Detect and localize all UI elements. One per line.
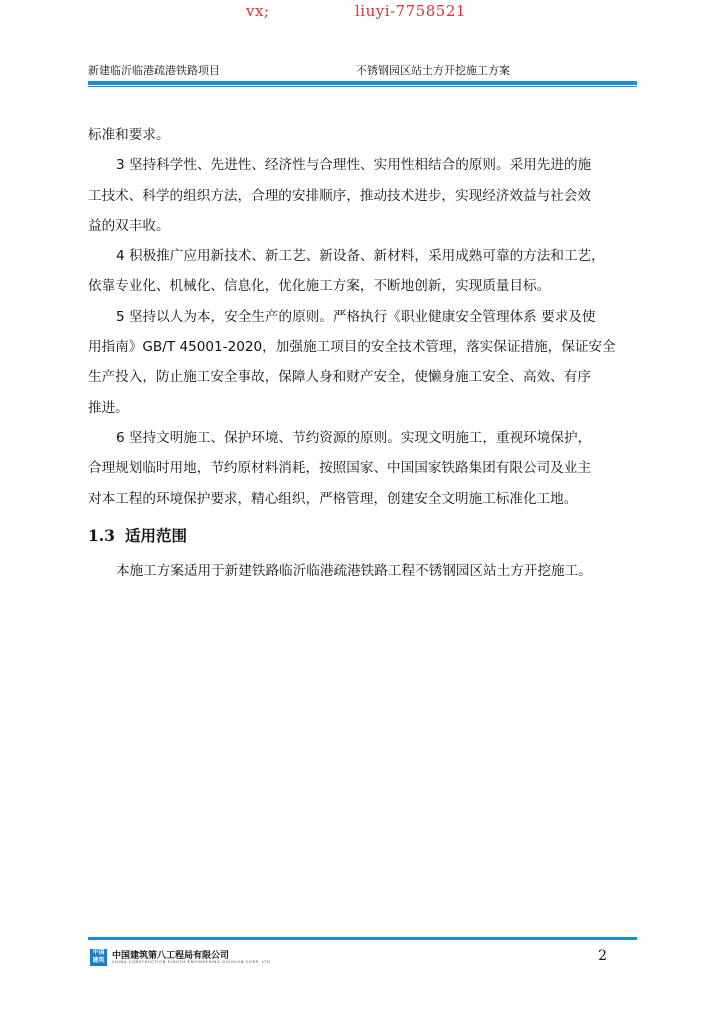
paragraph-principle-4	[88, 241, 648, 302]
text-line: 5 坚持以人为本，安全生产的原则。严格执行《职业健康安全管理体系 要求及使	[116, 308, 596, 325]
section-title: 适用范围	[124, 525, 187, 545]
text-line: 合理规划临时用地，节约原材料消耗，按照国家、中国国家铁路集团有限公司及业主	[88, 460, 591, 477]
document-body	[88, 120, 648, 586]
section-number: 1.3	[88, 525, 115, 545]
text-line: 4 积极推广应用新技术、新工艺、新设备、新材料，采用成熟可靠的方法和工艺，	[116, 248, 605, 265]
company-name-cn: 中国建筑第八工程局有限公司	[112, 951, 230, 961]
company-name-en: CHINA CONSTRUCTION EIGHTH ENGINEERING DIVISION CORP. LTD	[112, 960, 271, 964]
text-line: 6 坚持文明施工、保护环境、节约资源的原则。实现文明施工，重视环境保护，	[116, 429, 592, 446]
watermark-left: vx;	[246, 2, 270, 20]
text-line: 工技术、科学的组织方法，合理的安排顺序，推动技术进步，实现经济效益与社会效	[88, 187, 591, 204]
paragraph-principle-6	[88, 423, 648, 514]
header-project-name: 新建临沂临港疏港铁路项目	[88, 64, 220, 77]
header-document-title: 不锈钢园区站土方开挖施工方案	[356, 64, 510, 77]
page-footer	[88, 946, 637, 970]
text-line: 推进。	[88, 399, 129, 416]
paragraph-principle-3	[88, 150, 648, 241]
company-logo-icon: 中国建筑	[90, 949, 107, 966]
text-line: 益的双丰收。	[88, 217, 170, 234]
page-number: 2	[598, 948, 607, 964]
text-line: 依靠专业化、机械化、信息化，优化施工方案，不断地创新，实现质量目标。	[88, 278, 551, 295]
header-divider	[88, 81, 637, 85]
footer-divider	[88, 937, 637, 940]
watermark-right: liuyi-7758521	[355, 2, 466, 20]
section-heading	[88, 522, 648, 550]
text-line: 对本工程的环境保护要求，精心组织，严格管理，创建安全文明施工标准化工地。	[88, 490, 578, 507]
text-line: 生产投入，防止施工安全事故，保障人身和财产安全，使懒身施工安全、高效、有序	[88, 369, 591, 386]
text-line: 标准和要求。	[88, 127, 170, 143]
watermark	[0, 2, 724, 20]
paragraph-intro	[88, 120, 648, 150]
header-divider-thin	[88, 86, 637, 87]
text-line: 本施工方案适用于新建铁路临沂临港疏港铁路工程不锈钢园区站土方开挖施工。	[116, 562, 592, 579]
paragraph-scope	[88, 556, 648, 586]
text-line: 3 坚持科学性、先进性、经济性与合理性、实用性相结合的原则。采用先进的施	[116, 157, 592, 174]
paragraph-principle-5	[88, 302, 648, 423]
page-header	[88, 62, 636, 78]
text-line: 用指南》GB/T 45001-2020，加强施工项目的安全技术管理，落实保证措施，保证安全	[88, 339, 616, 356]
